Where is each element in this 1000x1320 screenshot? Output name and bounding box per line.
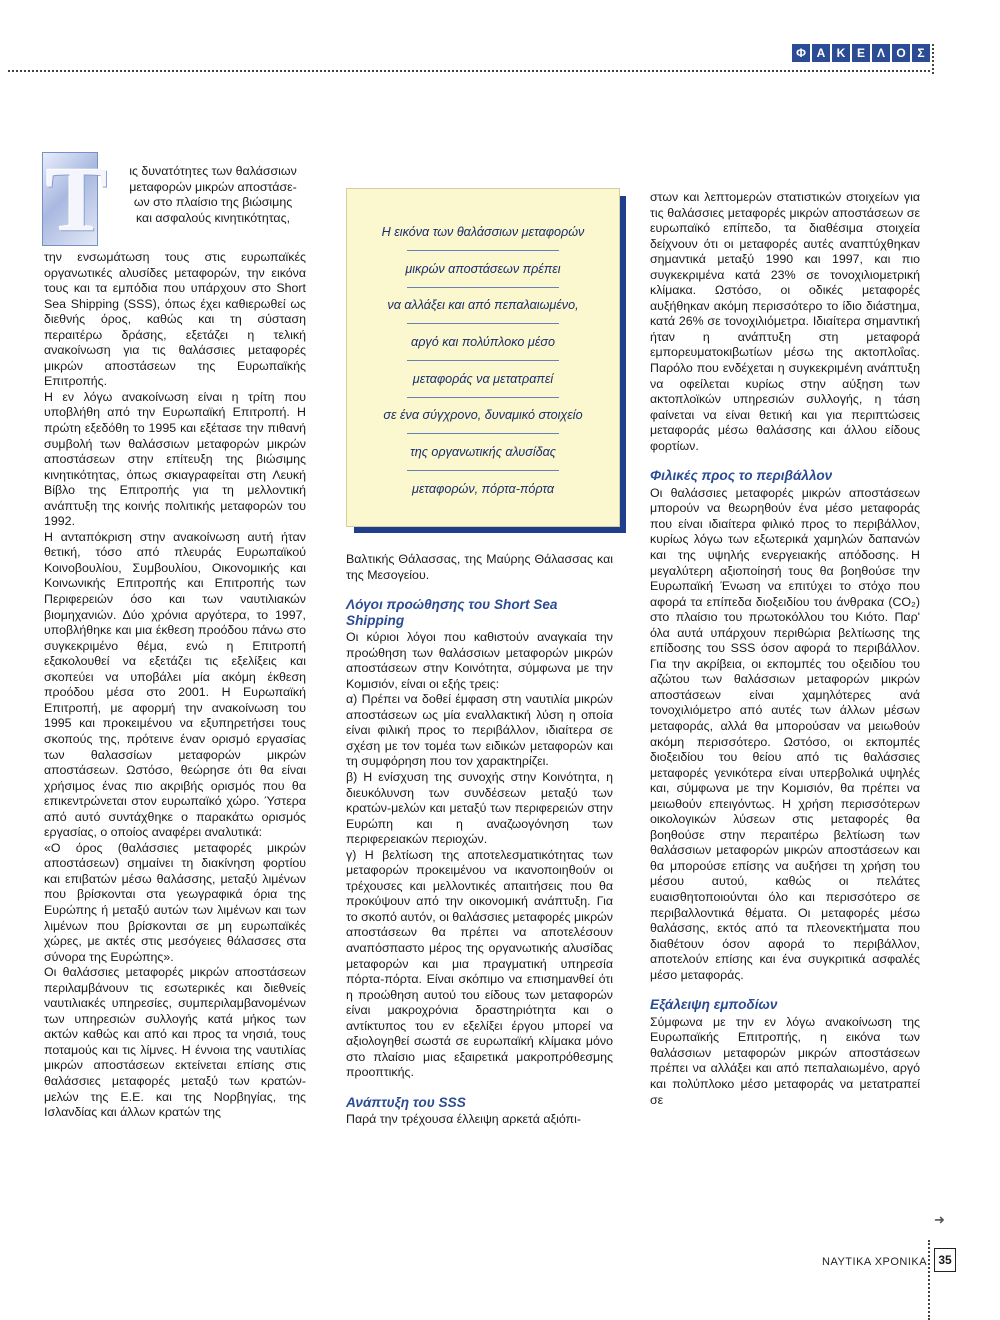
- paragraph: Σύμφωνα με την εν λόγω ανακοίνωση της Ευρωπαϊκής Επιτροπής, η εικόνα των θαλάσσιων μεταφορών μικρών αποστάσεων πρέπει να αλλάξει και από πεπαλαιωμένο, αργό και πολύπλοκο μέσο μεταφοράς να μετατραπεί σε: [650, 1014, 920, 1107]
- intro-line: ων στο πλαίσιο της βιώσιμης: [133, 195, 293, 210]
- pull-quote-line: να αλλάξει και από πεπαλαιωμένο,: [387, 298, 579, 312]
- pull-quote-line: της οργανωτικής αλυσίδας: [410, 445, 556, 459]
- pull-quote-line: μεταφορών, πόρτα-πόρτα: [411, 482, 555, 496]
- paragraph: την ενσωμάτωση τους στις ευρωπαϊκές οργανωτικές αλυσίδες μεταφορών, την εικόνα τους και τα εμπόδια που υπάρχουν στο Short Sea Shipping (SSS), όπως έχει καθιερωθεί ως διεθνής όρος, καθώς και τη σύσταση περαιτέρω δράσης, εξετάζει η τελική ανακοίνωση για τις θαλάσσιες μεταφορές μικρών αποστάσεων της Ευρωπαϊκής Επιτροπής.: [44, 250, 306, 389]
- article-column-3: [650, 190, 920, 1108]
- section-heading: Εξάλειψη εμποδίων: [650, 997, 778, 1013]
- section-heading: Φιλικές προς το περιβάλλον: [650, 468, 833, 484]
- pull-quote-rule: [407, 360, 559, 361]
- arrow-right-icon: ➜: [934, 1212, 945, 1227]
- pull-quote: [346, 188, 626, 533]
- pull-quote-rule: [407, 323, 559, 324]
- intro-line: μεταφορών μικρών αποστάσε-: [129, 179, 297, 194]
- article-column-1: [44, 148, 306, 1121]
- paragraph: Οι κύριοι λόγοι που καθιστούν αναγκαία την προώθηση των θαλάσσιων μεταφορών μικρών αποστάσεων στην Κοινότητα, σύμφωνα με την Κομισιόν, είναι οι εξής τρεις:: [346, 630, 613, 691]
- paragraph: α) Πρέπει να δοθεί έμφαση στη ναυτιλία μικρών αποστάσεων ως μία εναλλακτική λύση η οποία είναι φιλική προς το περιβάλλον, ιδιαίτερα σε σχέση με τον τομέα των ειδικών μεταφορών και τη συμφόρηση που τον χαρακτηρίζει.: [346, 692, 613, 769]
- footer-vertical-dots: [928, 1240, 930, 1320]
- drop-cap-letter: Τ: [46, 148, 108, 250]
- drop-cap: [42, 148, 108, 250]
- pull-quote-rule: [407, 287, 559, 288]
- section-letter: Λ: [872, 44, 890, 62]
- section-letter: Σ: [912, 44, 930, 62]
- pull-quote-rule: [407, 397, 559, 398]
- paragraph: β) Η ενίσχυση της συνοχής στην Κοινότητα, η διευκόλυνση των συνδέσεων μεταξύ των κρατών-μελών και μεταξύ των περιφερειών στην Ευρώπη και η αναζωογόνηση των περιφερειακών περιοχών.: [346, 770, 613, 847]
- pull-quote-rule: [407, 250, 559, 251]
- section-letter: Ε: [852, 44, 870, 62]
- pull-quote-line: μεταφοράς να μετατραπεί: [412, 372, 554, 386]
- pull-quote-box: [346, 188, 620, 527]
- pull-quote-line: μικρών αποστάσεων πρέπει: [405, 262, 561, 276]
- section-letter: Φ: [792, 44, 810, 62]
- pull-quote-rule: [407, 470, 559, 471]
- header-vertical-dots: [932, 44, 934, 74]
- pull-quote-line: σε ένα σύγχρονο, δυναμικό στοιχείο: [383, 408, 583, 422]
- section-letter: Α: [812, 44, 830, 62]
- pull-quote-line: αργό και πολύπλοκο μέσο: [411, 335, 555, 349]
- paragraph: Οι θαλάσσιες μεταφορές μικρών αποστάσεων μπορούν να θεωρηθούν ένα μέσο μεταφοράς που είναι ιδιαίτερα φιλικό προς το περιβάλλον, κυρίως λόγω των εξωτερικά χαμηλών δαπανών και της υψηλής ενεργειακής απόδοσης. Η μεγαλύτερη αξιοποίησή τους θα βοηθούσε την Ευρωπαϊκή Ένωση να επιτύχει το στόχο που αφορά τα επίπεδα διοξειδίου του άνθρακα (CO₂) στο πλαίσιο του πρωτοκόλλου του Κιότο. Παρ' όλα αυτά υπάρχουν περιθώρια βελτίωσης της επίδοσης του SSS όσον αφορά το περιβάλλον. Για την ακρίβεια, οι εκπομπές του οξειδίου του αζώτου των θαλάσσιων μεταφορών μικρών αποστάσεων είναι χαμηλότερες ανά τονοχιλιόμετρο από αυτές των άλλων μέσων μεταφοράς, αλλά θα μπορούσαν να μειωθούν ακόμη περισσότερο. Ωστόσο, οι εκπομπές διοξειδίου του θείου από τις θαλάσσιες μεταφορές γενικότερα είναι υπερβολικά υψηλές και, σύμφωνα με την Κομισιόν, θα πρέπει να μειωθούν επειγόντως. Η χρήση περισσότερων οικολογικών λύσεων στις μεταφορές θα βοηθούσε στην περαιτέρω βελτίωση των θαλάσσιων μεταφορών μικρών αποστάσεων και θα μπορούσε επίσης να αυξήσει τη χρήση του μέσου αυτού, καθώς οι πελάτες ευαισθητοποιούνται όλο και περισσότερο σε περιβαλλοντικά θέματα. Οι μεταφορές μέσω θαλάσσης, εκτός από τα πλεονεκτήματα που διαθέτουν όσον αφορά το περιβάλλον, αποτελούν επίσης και ένα συγκριτικά ασφαλές μέσο μεταφοράς.: [650, 485, 920, 982]
- paragraph: στων και λεπτομερών στατιστικών στοιχείων για τις θαλάσσιες μεταφορές μικρών αποστάσεων σε ευρωπαϊκό επίπεδο, τα διαθέσιμα στοιχεία δείχνουν ότι οι μεταφορές αυτές αναπτύχθηκαν σημαντικά μεταξύ 1990 και 1997, και πιο συγκεκριμένα κατά 23% σε τονοχιλιομετρική κλίμακα. Ωστόσο, οι οδικές μεταφορές αυξήθηκαν ακόμη περισσότερο το ίδιο διάστημα, κατά 26% σε τονοχιλιόμετρα. Ιδιαίτερα σημαντική ήταν η ανάπτυξη στη μεταφορά εμπορευματοκιβωτίων μέσω της ακτοπλοΐας. Παρόλο που ενδέχεται η συγκεκριμένη ανάπτυξη να οφείλεται κυρίως στην αύξηση των ακτοπλοϊκών υπηρεσιών συλλογής, η τάση φαίνεται να είναι θετική και για περιπτώσεις μεταφοράς μέσω θαλάσσης και άλλου είδους φορτίων.: [650, 190, 920, 453]
- section-heading: Λόγοι προώθησης του Short Sea Shipping: [346, 597, 558, 628]
- section-heading: Ανάπτυξη του SSS: [346, 1094, 466, 1110]
- paragraph: «Ο όρος (θαλάσσιες μεταφορές μικρών αποστάσεων) σημαίνει τη διακίνηση φορτίου και επιβατών μέσω θαλάσσης, μεταξύ λιμένων που βρίσκονται στα γεωγραφικά όρια της Ευρώπης ή μεταξύ αυτών των λιμένων και των λιμένων που βρίσκονται σε μη ευρωπαϊκές χώρες, με ακτές στις μεσόγειες θάλασσες στα σύνορα της Ευρώπης».: [44, 840, 306, 964]
- pull-quote-line: Η εικόνα των θαλάσσιων μεταφορών: [381, 225, 585, 239]
- intro-line: ις δυνατότητες των θαλάσσιων: [129, 164, 297, 178]
- header-dotted-rule: [8, 70, 930, 72]
- paragraph: γ) Η βελτίωση της αποτελεσματικότητας των μεταφορών προκειμένου να ικανοποιηθούν οι τρέχουσες και μελλοντικές απαιτήσεις που θα προκύψουν από την οικονομική ανάπτυξη. Για το σκοπό αυτόν, οι θαλάσσιες μεταφορές μικρών αποστάσεων θα πρέπει να αποτελέσουν αναπόσπαστο μέρος της οργανωτικής αλυσίδας μεταφορών και μια πραγματική υπηρεσία πόρτα-πόρτα. Είναι σκόπιμο να επισημανθεί ότι η προώθηση αυτού του είδους των μεταφορών είναι μακροχρόνια δραστηριότητα και ο αντίκτυπος του εν εξελίξει έργου μπορεί να αξιολογηθεί σωστά σε ευρωπαϊκή κλίμακα μόνο στο πλαίσιο μιας εξαιρετικά μακροπρόθεσμης προοπτικής.: [346, 847, 613, 1080]
- paragraph: Βαλτικής Θάλασσας, της Μαύρης Θάλασσας και της Μεσογείου.: [346, 552, 613, 582]
- section-label: [792, 44, 930, 62]
- section-letter: Κ: [832, 44, 850, 62]
- pull-quote-rule: [407, 433, 559, 434]
- paragraph: Η ανταπόκριση στην ανακοίνωση αυτή ήταν θετική, τόσο από πλευράς Ευρωπαϊκού Κοινοβουλίου, Συμβουλίου, Οικονομικής και Κοινωνικής Επιτροπής και Επιτροπής των Περιφερειών όσο και των ναυτιλιακών βιομηχανιών. Δύο χρόνια αργότερα, το 1997, υποβλήθηκε και μια έκθεση προόδου πάνω στο συγκεκριμένο θέμα, ενώ η Επιτροπή εξακολουθεί να εξετάζει τις εξελίξεις και σκοπεύει να υποβάλει μία ακόμη έκθεση προόδου μέσα στο 2001. Η Ευρωπαϊκή Επιτροπή, με αφορμή την ανακοίνωση του 1995 και προκειμένου να εξυπηρετήσει τους σκοπούς της, πρότεινε έναν ορισμό εργασίας των θαλασσίων μεταφορών μικρών αποστάσεων. Ωστόσο, θεώρησε ότι θα είναι χρήσιμος ένας πιο ακριβής ορισμός που θα επικεντρώνεται στον ευρωπαϊκό χώρο. Ύστερα από αυτό συντάχθηκε ο παρακάτω ορισμός εργασίας, ο οποίος αναφέρει αναλυτικά:: [44, 529, 306, 840]
- section-letter: Ο: [892, 44, 910, 62]
- article-column-2: [346, 552, 613, 1128]
- magazine-title: ΝΑΥΤΙΚΑ ΧΡΟΝΙΚΑ: [822, 1256, 928, 1268]
- page-number: 35: [934, 1248, 956, 1272]
- paragraph: Η εν λόγω ανακοίνωση είναι η τρίτη που υποβλήθη από την Ευρωπαϊκή Επιτροπή. Η πρώτη εξεδόθη το 1995 και εξέτασε την πιθανή συμβολή των θαλάσσιων μεταφορών μικρών αποστάσεων στην επίτευξη της βιώσιμης κινητικότητας, όπως σκιαγραφείται στη Λευκή Βίβλο της Επιτροπής για τη μελλοντική ανάπτυξη της κοινής πολιτικής μεταφορών του 1992.: [44, 389, 306, 529]
- intro-line: και ασφαλούς κινητικότητας,: [135, 210, 291, 225]
- paragraph: Οι θαλάσσιες μεταφορές μικρών αποστάσεων περιλαμβάνουν τις εσωτερικές και διεθνείς ναυτιλιακές υπηρεσίες, συμπεριλαμβανομένων των υπηρεσιών συλλογής κατά μήκος των ακτών καθώς και από και προς τα νησιά, τους ποταμούς και τις λίμνες. Η έννοια της ναυτιλίας μικρών αποστάσεων εκτείνεται επίσης στις θαλάσσιες μεταφορές μεταξύ των κρατών-μελών της Ε.Ε. και της Νορβηγίας, της Ισλανδίας και άλλων κρατών της: [44, 965, 306, 1120]
- paragraph: Παρά την τρέχουσα έλλειψη αρκετά αξιόπι-: [346, 1112, 581, 1127]
